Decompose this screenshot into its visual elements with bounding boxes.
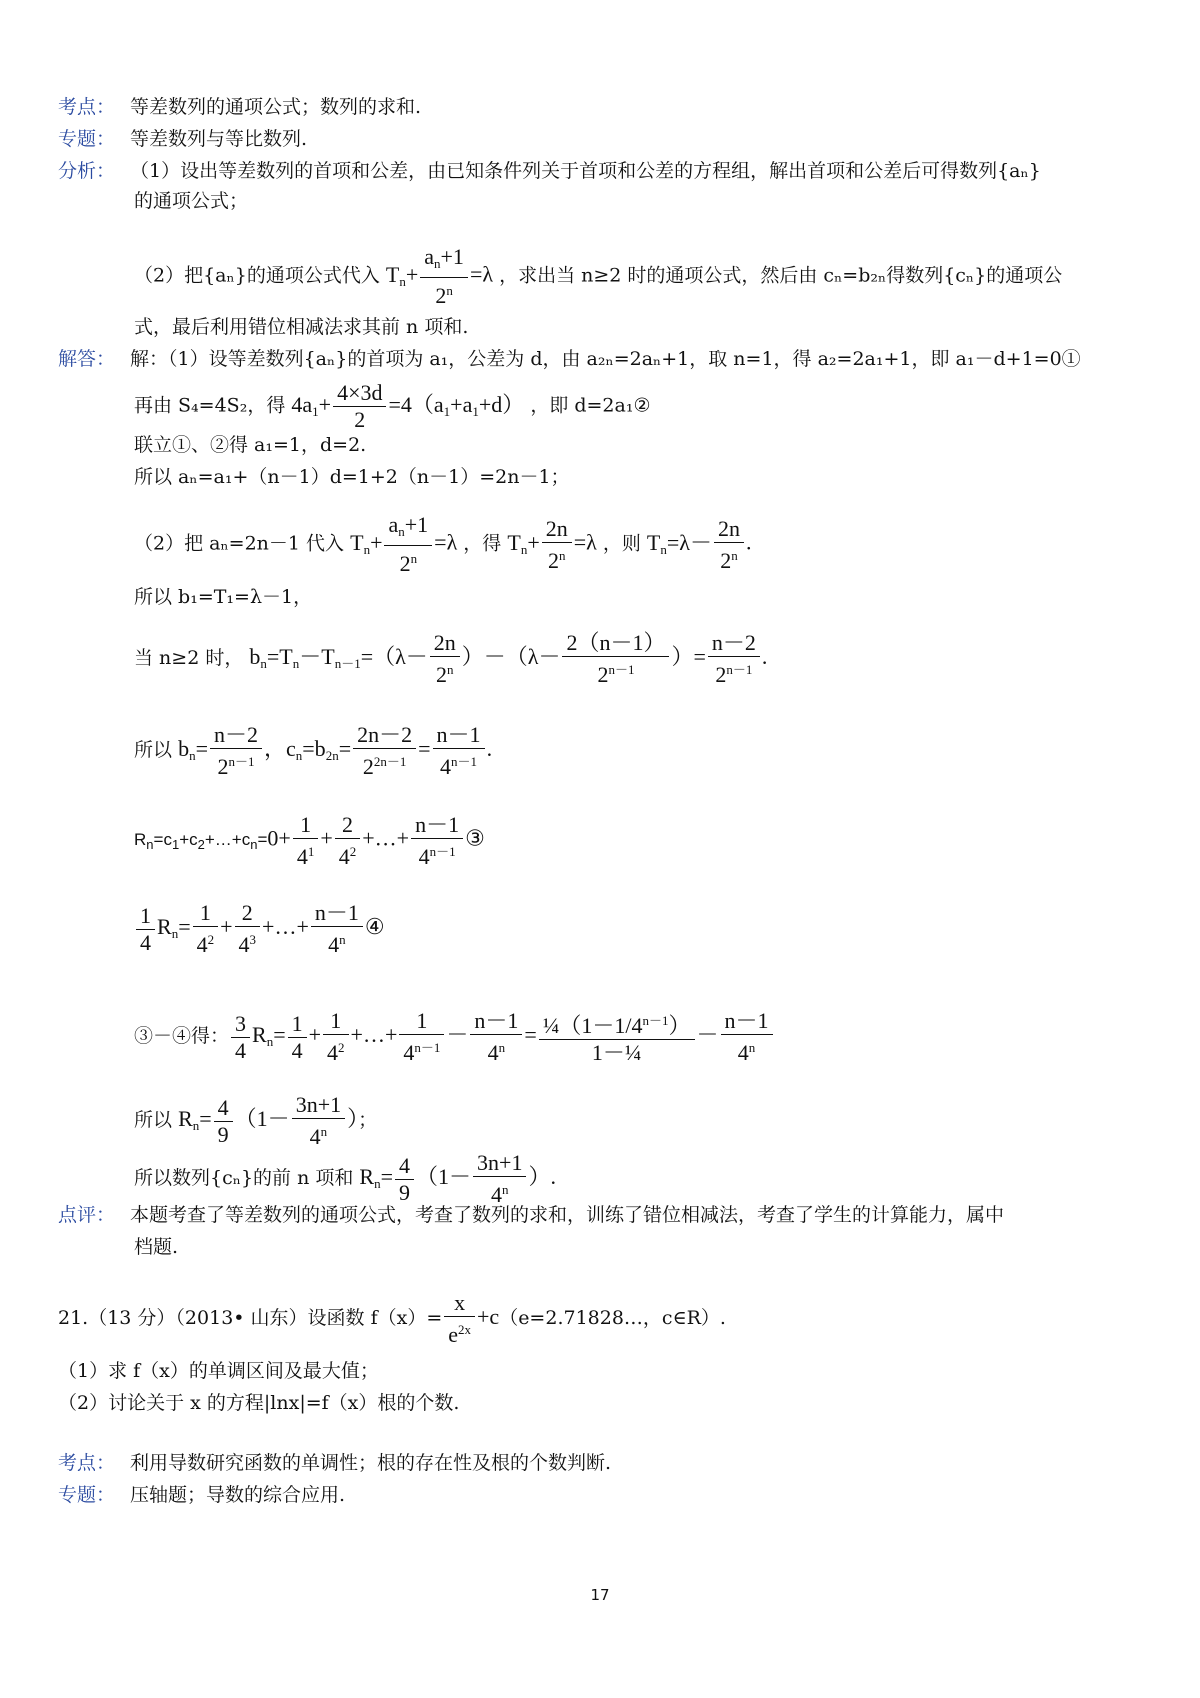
zhuanti2-text: 压轴题；导数的综合应用. — [130, 1484, 346, 1506]
jieda-line4: 所以 aₙ=a₁+（n－1）d=1+2（n－1）=2n－1； — [134, 466, 570, 488]
kaodian-text: 等差数列的通项公式；数列的求和. — [130, 96, 422, 118]
page-number: 17 — [590, 1586, 610, 1604]
zhuanti2-label: 专题： — [58, 1484, 116, 1506]
jieda-label: 解答： — [58, 348, 116, 370]
fenxi-part2: （2）把{aₙ}的通项公式代入 $T_n+$ $\frac{a_n+1}{2^n}$ =λ ，求出当 n≥2 时的通项公式，然后由 cₙ=b₂ₙ得数列{cₙ}的通项公 — [134, 244, 1063, 308]
zhuanti-text: 等差数列与等比数列. — [130, 128, 308, 150]
jieda-line12: 所以 $R_n=$ $\frac{4}{9}$ （1－ $\frac{3n+1}{4^n}$ ）； — [134, 1092, 378, 1149]
fenxi-row — [58, 158, 1140, 184]
jieda-line11: ③－④得： $\frac{3}{4}$ $R_n=$ $\frac{1}{4}$ + $\frac{1}{4^2}$ +…+ $\frac{1}{4^{n-1}}$ － $\frac{n-1}{4^n}$ = $\frac{\frac{1}{4}(1-1/4^{n-1})}{\text{1－¼}}$ － $\frac{n-1}{4^n}$ — [134, 1008, 775, 1066]
problem-21-q2: （2）讨论关于 x 的方程|lnx|=f（x）根的个数. — [58, 1392, 460, 1414]
jieda-line5: （2）把 aₙ=2n－1 代入 $T_n+$ $\frac{a_n+1}{2^n}$ =λ ，得 $T_n+$ $\frac{2n}{2^n}$ =λ ，则 $T_n=\lambda-$ $\frac{2n}{2^n}$ . — [134, 512, 752, 576]
problem-21-q1: （1）求 f（x）的单调区间及最大值； — [58, 1360, 379, 1382]
zhuanti-label: 专题： — [58, 128, 116, 150]
kaodian-label: 考点： — [58, 96, 116, 118]
dianping-row — [58, 1202, 1140, 1228]
dianping-label: 点评： — [58, 1204, 116, 1226]
jieda-line13: 所以数列{cₙ}的前 n 项和 $R_n=$ $\frac{4}{9}$ （1－ $\frac{3n+1}{4^n}$ ）. — [134, 1150, 556, 1207]
zhuanti-row — [58, 126, 1140, 152]
jieda-line6: 所以 b₁=T₁=λ－1， — [134, 586, 313, 608]
dianping-line1: 本题考查了等差数列的通项公式，考查了数列的求和，训练了错位相减法，考查了学生的计算能力，属中 — [130, 1204, 1005, 1226]
fenxi-line1: （1）设出等差数列的首项和公差，由已知条件列关于首项和公差的方程组，解出首项和公差后可得数列{aₙ} — [130, 160, 1041, 182]
jieda-line10: $\frac{1}{4}$ $R_n=$ $\frac{1}{4^2}$ + $\frac{2}{4^3}$ +…+ $\frac{n-1}{4^n}$ ④ — [134, 900, 385, 958]
jieda-line9: $R_n=c_1+c_2+\dots+c_n=0+$ $\frac{1}{4^1}$ + $\frac{2}{4^2}$ +…+ $\frac{n-1}{4^{n-1}}$ ③ — [134, 812, 485, 869]
jieda-line2: 再由 S₄=4S₂，得 $4a_1+$ $\frac{4\times 3d}{2}$ $=4(a_1+a_1+d)$ ，即 d=2a₁② — [134, 380, 651, 432]
dianping-line2: 档题. — [134, 1236, 179, 1258]
jieda-line1: 解：（1）设等差数列{aₙ}的首项为 a₁，公差为 d，由 a₂ₙ=2aₙ+1，取 n=1，得 a₂=2a₁+1，即 a₁－d+1=0① — [130, 348, 1081, 370]
kaodian2-row — [58, 1450, 1140, 1476]
kaodian2-label: 考点： — [58, 1452, 116, 1474]
fenxi-label: 分析： — [58, 160, 116, 182]
zhuanti2-row — [58, 1482, 1140, 1508]
kaodian-row — [58, 94, 1140, 120]
jieda-line8: 所以 $b_n=$ $\frac{n-2}{2^{n-1}}$ ，$c_n=b_{2n}=$ $\frac{2n-2}{2^{2n-1}}$ = $\frac{n-1}{4^{n-1}}$ . — [134, 722, 493, 779]
problem-21-title: 21.（13 分）（2013• 山东）设函数 f（x）= $\frac{x}{e^{2x}}$ +c（e=2.71828…，c∈R）. — [58, 1290, 726, 1347]
fenxi-line2: 的通项公式； — [134, 190, 249, 212]
jieda-line7: 当 n≥2 时， $b_n=T_n-T_{n-1}=(\lambda-$ $\frac{2n}{2^n}$ ）－（λ－ $\frac{2(n-1)}{2^{n-1}}$ ）= $\frac{n-2}{2^{n-1}}$ . — [134, 630, 768, 687]
kaodian2-text: 利用导数研究函数的单调性；根的存在性及根的个数判断. — [130, 1452, 612, 1474]
jieda-line3: 联立①、②得 a₁=1，d=2. — [134, 434, 367, 456]
jieda-row — [58, 346, 1140, 372]
fenxi-line4: 式，最后利用错位相减法求其前 n 项和. — [134, 316, 469, 338]
